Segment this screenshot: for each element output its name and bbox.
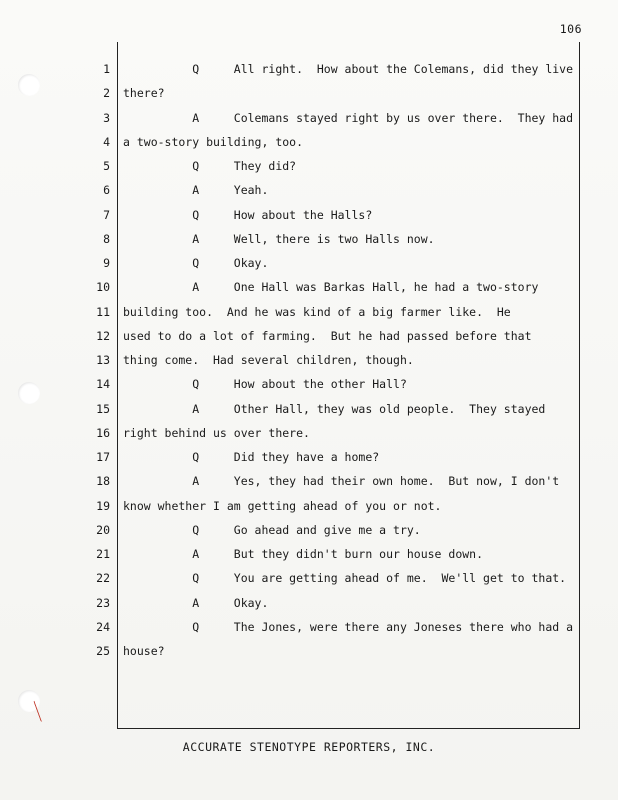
line-number: 8 (103, 231, 110, 246)
line-number: 4 (103, 134, 110, 149)
transcript-line (0, 183, 618, 203)
transcript-line (0, 111, 618, 131)
transcript-line (0, 547, 618, 567)
line-number: 13 (96, 353, 110, 367)
line-number: 1 (103, 62, 110, 76)
transcript-line (0, 644, 618, 664)
line-text: there? (123, 86, 165, 101)
transcript-line (0, 450, 618, 470)
line-text: A Okay. (123, 595, 269, 610)
line-text: used to do a lot of farming. But he had passed before that (123, 328, 532, 343)
line-text: thing come. Had several children, though. (123, 353, 414, 367)
transcript-line (0, 620, 618, 640)
line-text: Q How about the other Hall? (123, 377, 407, 392)
transcript-line (0, 62, 618, 82)
line-text: Q Okay. (123, 256, 269, 270)
transcript-line (0, 280, 618, 300)
line-text: Q All right. How about the Colemans, did they live (123, 62, 574, 76)
line-number: 15 (96, 401, 110, 416)
line-text: Q Did they have a home? (123, 450, 380, 464)
line-text: Q The Jones, were there any Joneses there who had a (123, 619, 574, 634)
line-text: building too. And he was kind of a big farmer like. He (123, 304, 511, 319)
line-number: 19 (96, 498, 110, 513)
line-number: 6 (103, 183, 110, 198)
transcript-line (0, 377, 618, 397)
line-text: Q How about the Halls? (123, 207, 373, 222)
transcript-line (0, 159, 618, 179)
line-number: 9 (103, 256, 110, 270)
line-number: 5 (103, 159, 110, 173)
line-text: Q Go ahead and give me a try. (123, 522, 421, 537)
reporter-footer: ACCURATE STENOTYPE REPORTERS, INC. (182, 740, 436, 754)
line-text: a two-story building, too. (123, 134, 304, 149)
transcript-line (0, 232, 618, 252)
line-number: 7 (103, 207, 110, 222)
line-text: A Well, there is two Halls now. (123, 231, 435, 246)
line-text: Q You are getting ahead of me. We'll get to that. (123, 571, 567, 586)
line-number: 24 (96, 619, 110, 634)
line-text: Q They did? (123, 159, 297, 173)
line-number: 11 (96, 304, 110, 319)
transcript-line (0, 499, 618, 519)
line-number: 17 (96, 450, 110, 464)
transcript-line (0, 523, 618, 543)
transcript-line (0, 426, 618, 446)
line-text: A Colemans stayed right by us over there. They had (123, 110, 574, 125)
line-text: A But they didn't burn our house down. (123, 547, 484, 561)
line-number: 2 (103, 86, 110, 101)
transcript-line (0, 596, 618, 616)
line-text: right behind us over there. (123, 425, 310, 440)
line-number: 25 (96, 644, 110, 658)
transcript-line (0, 329, 618, 349)
transcript-line (0, 571, 618, 591)
line-text: A Other Hall, they was old people. They stayed (123, 401, 546, 416)
line-text: A One Hall was Barkas Hall, he had a two-story (123, 280, 539, 295)
transcript-line (0, 86, 618, 106)
line-number: 23 (96, 595, 110, 610)
line-number: 22 (96, 571, 110, 586)
page-number: 106 (559, 22, 582, 36)
line-number: 16 (96, 425, 110, 440)
transcript-line (0, 402, 618, 422)
line-number: 20 (96, 522, 110, 537)
line-text: house? (123, 644, 165, 658)
transcript-line (0, 305, 618, 325)
transcript-line (0, 208, 618, 228)
line-number: 10 (96, 280, 110, 295)
transcript-line (0, 474, 618, 494)
line-text: A Yes, they had their own home. But now, I don't (123, 474, 560, 489)
line-number: 3 (103, 110, 110, 125)
line-text: know whether I am getting ahead of you or not. (123, 498, 442, 513)
transcript-line (0, 353, 618, 373)
line-number: 18 (96, 474, 110, 489)
line-text: A Yeah. (123, 183, 269, 198)
transcript-line (0, 256, 618, 276)
transcript-line (0, 135, 618, 155)
line-number: 14 (96, 377, 110, 392)
line-number: 12 (96, 328, 110, 343)
line-number: 21 (96, 547, 110, 561)
